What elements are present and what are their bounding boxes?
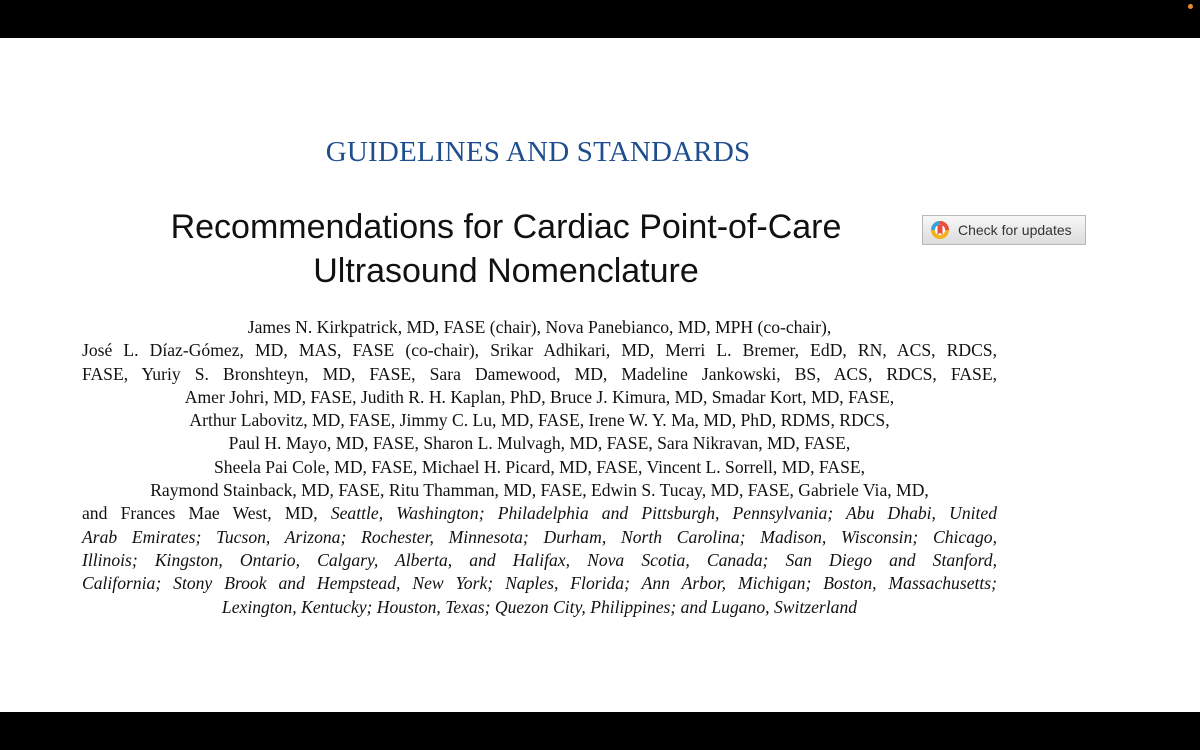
author-line: James N. Kirkpatrick, MD, FASE (chair), Nova Panebianco, MD, MPH (co-chair), <box>247 317 832 337</box>
title-line-2: Ultrasound Nomenclature <box>313 252 699 290</box>
section-heading: GUIDELINES AND STANDARDS <box>325 136 751 168</box>
slide-page <box>0 38 1200 712</box>
crossmark-icon <box>930 220 950 240</box>
author-final-name: and Frances Mae West, MD, <box>82 503 331 524</box>
author-line: Raymond Stainback, MD, FASE, Ritu Thamman, MD, FASE, Edwin S. Tucay, MD, FASE, Gabriele Via, MD, <box>150 480 929 501</box>
location-line: Arab Emirates; Tucson, Arizona; Rochester, Minnesota; Durham, North Carolina; Madison, Wisconsin; Chicago, <box>82 526 997 547</box>
top-black-bar <box>0 0 1200 38</box>
author-line: Paul H. Mayo, MD, FASE, Sharon L. Mulvagh, MD, FASE, Sara Nikravan, MD, FASE, <box>228 433 851 454</box>
location-text: Seattle, Washington; Philadelphia and Pittsburgh, Pennsylvania; Abu Dhabi, United <box>330 503 997 524</box>
check-for-updates-label: Check for updates <box>958 222 1072 238</box>
author-line: José L. Díaz-Gómez, MD, MAS, FASE (co-chair), Srikar Adhikari, MD, Merri L. Bremer, EdD, RN, ACS, RDCS, <box>82 340 997 361</box>
location-line: Lexington, Kentucky; Houston, Texas; Quezon City, Philippines; and Lugano, Switzerland <box>221 596 858 617</box>
bottom-black-bar <box>0 712 1200 750</box>
author-affiliation-line <box>82 502 997 525</box>
location-line: California; Stony Brook and Hempstead, New York; Naples, Florida; Ann Arbor, Michigan; Boston, Massachusetts; <box>82 573 997 594</box>
status-indicator-dot <box>1188 4 1193 9</box>
author-line: Amer Johri, MD, FASE, Judith R. H. Kaplan, PhD, Bruce J. Kimura, MD, Smadar Kort, MD, FASE, <box>184 386 895 407</box>
author-list <box>82 316 997 619</box>
paper-title <box>0 205 1012 293</box>
location-line: Illinois; Kingston, Ontario, Calgary, Alberta, and Halifax, Nova Scotia, Canada; San Diego and Stanford, <box>82 549 997 570</box>
author-line: FASE, Yuriy S. Bronshteyn, MD, FASE, Sara Damewood, MD, Madeline Jankowski, BS, ACS, RDCS, FASE, <box>82 363 997 384</box>
title-line-1: Recommendations for Cardiac Point-of-Care <box>170 208 842 246</box>
author-line: Arthur Labovitz, MD, FASE, Jimmy C. Lu, MD, FASE, Irene W. Y. Ma, MD, PhD, RDMS, RDCS, <box>189 410 890 431</box>
check-for-updates-button[interactable] <box>922 215 1086 245</box>
author-line: Sheela Pai Cole, MD, FASE, Michael H. Picard, MD, FASE, Vincent L. Sorrell, MD, FASE, <box>213 456 865 477</box>
